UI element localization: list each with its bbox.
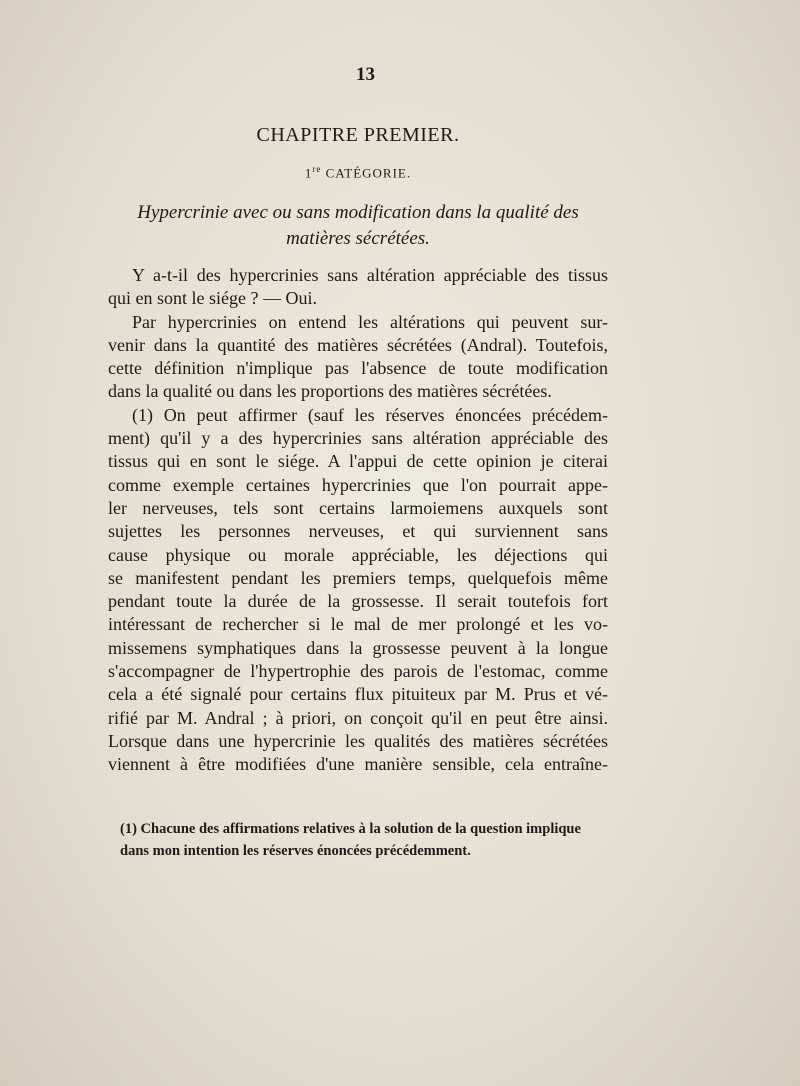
body-line: viennent à être modifiées d'une manière sensible, cela entraîne- (108, 754, 608, 775)
body-line: qui en sont le siége ? — Oui. (108, 288, 317, 309)
footnote-line: dans mon intention les réserves énoncées précédemment. (120, 843, 471, 859)
section-heading-line-2: matières sécrétées. (286, 228, 430, 249)
body-line: intéressant de rechercher si le mal de mer prolongé et les vo- (108, 614, 608, 635)
body-line: Y a-t-il des hypercrinies sans altération appréciable des tissus (132, 265, 608, 285)
body-line: comme exemple certaines hypercrinies que l'on pourrait appe- (108, 474, 608, 495)
body-line: dans la qualité ou dans les proportions des matières sécrétées. (108, 381, 552, 402)
chapter-title: CHAPITRE PREMIER. (256, 124, 460, 146)
body-line: s'accompagner de l'hypertrophie des parois de l'estomac, comme (108, 661, 608, 682)
section-heading (108, 200, 608, 252)
body-line: venir dans la quantité des matières sécrétées (Andral). Toutefois, (108, 334, 608, 355)
category-heading (0, 164, 716, 181)
body-line: cela a été signalé pour certains flux pituiteux par M. Prus et vé- (108, 684, 608, 705)
body-line: cette définition n'implique pas l'absence de toute modification (108, 358, 608, 379)
body-line: rifié par M. Andral ; à priori, on conçoit qu'il en peut être ainsi. (108, 707, 608, 728)
page-number: 13 (356, 64, 375, 85)
body-line: ment) qu'il y a des hypercrinies sans altération appréciable des (108, 428, 608, 449)
body-line: tissus qui en sont le siége. A l'appui de cette opinion je citerai (108, 451, 608, 472)
body-line: Lorsque dans une hypercrinie les qualités des matières sécrétées (108, 730, 608, 751)
category-ordinal: 1 (304, 165, 313, 181)
body-line: missemens symphatiques dans la grossesse peuvent à la longue (108, 637, 608, 658)
footnote-line: (1) Chacune des affirmations relatives à la solution de la question implique (120, 821, 581, 837)
footnote (120, 818, 608, 862)
body-line: se manifestent pendant les premiers temps, quelquefois même (108, 567, 608, 588)
body-line: cause physique ou morale appréciable, les déjections qui (108, 544, 608, 565)
body-line: ler nerveuses, tels sont certains larmoiemens auxquels sont (108, 497, 608, 518)
category-ordinal-suffix: re (312, 164, 322, 174)
section-heading-line-1: Hypercrinie avec ou sans modification dans la qualité des (137, 202, 579, 223)
body-line: pendant toute la durée de la grossesse. Il serait toutefois fort (108, 591, 608, 612)
category-label: CATÉGORIE. (325, 165, 412, 181)
body-line: (1) On peut affirmer (sauf les réserves énoncées précédem- (132, 404, 608, 425)
body-line: Par hypercrinies on entend les altérations qui peuvent sur- (132, 311, 608, 332)
body-text (108, 264, 608, 777)
body-line: sujettes les personnes nerveuses, et qui surviennent sans (108, 521, 608, 542)
